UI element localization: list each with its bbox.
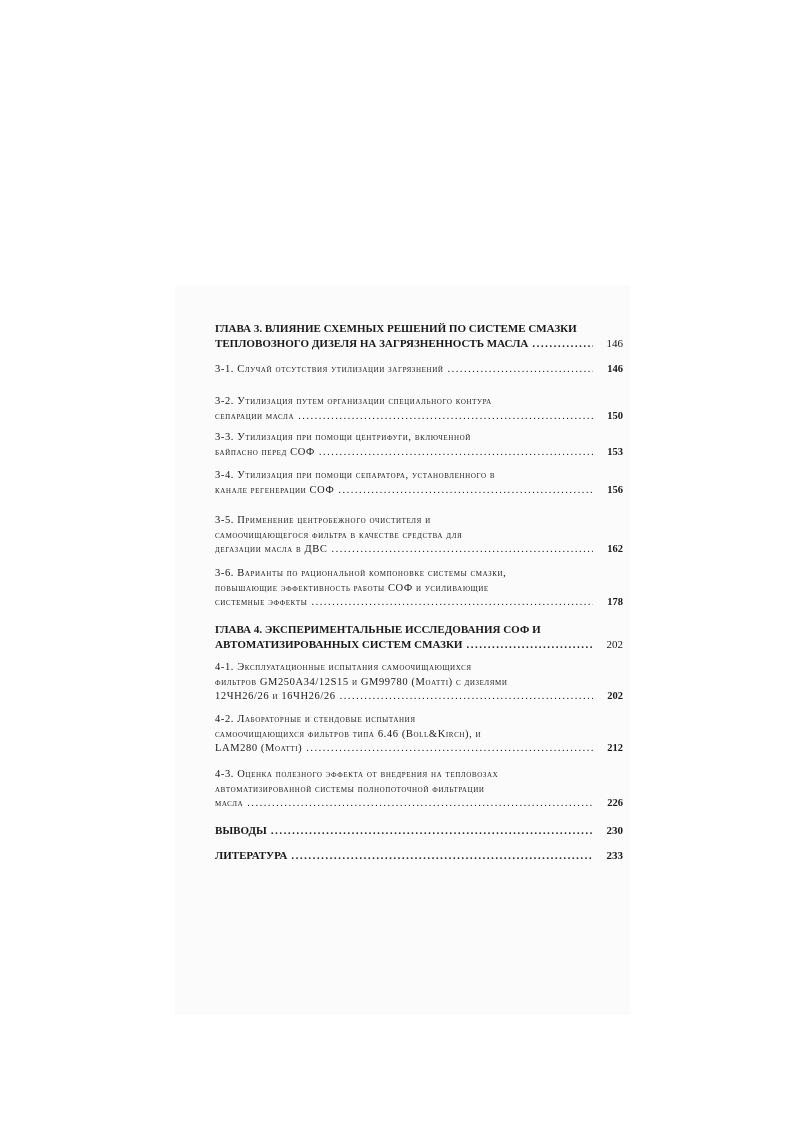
- toc-line: повышающие эффективность работы СОФ и усиливающие: [215, 582, 489, 594]
- dot-leader: [532, 337, 593, 352]
- toc-line: 4-2. Лабораторные и стендовые испытания: [215, 714, 416, 725]
- toc-line: автоматизированной системы полнопоточной фильтрации: [215, 783, 485, 795]
- dot-leader: [291, 849, 593, 864]
- toc-section-4-3[interactable]: [215, 768, 623, 812]
- toc-line: ГЛАВА 3. ВЛИЯНИЕ СХЕМНЫХ РЕШЕНИЙ ПО СИСТЕМЕ СМАЗКИ: [215, 323, 577, 335]
- toc-line: 3-4. Утилизация при помощи сепаратора, установленного в: [215, 470, 496, 481]
- toc-last-line: [215, 849, 623, 864]
- toc-last-line: [215, 690, 623, 705]
- toc-section-4-1[interactable]: [215, 661, 623, 705]
- toc-line: масла: [215, 798, 244, 809]
- toc-line: сепарации масла: [215, 410, 295, 422]
- dot-leader: [332, 543, 594, 558]
- toc-conclusions[interactable]: [215, 824, 623, 839]
- dot-leader: [319, 446, 593, 461]
- dot-leader: [298, 410, 593, 425]
- toc-last-line: [215, 446, 623, 461]
- dot-leader: [448, 363, 593, 378]
- dot-leader: [338, 484, 593, 499]
- toc-line: самоочищающихся фильтров типа 6.46 (Boll&Kirch), и: [215, 728, 482, 740]
- toc-line: ГЛАВА 4. ЭКСПЕРИМЕНТАЛЬНЫЕ ИССЛЕДОВАНИЯ СОФ И: [215, 624, 541, 636]
- page-number: 146: [606, 337, 623, 350]
- toc-literature[interactable]: [215, 849, 623, 864]
- page-number: 202: [607, 691, 623, 702]
- toc-line: 3-6. Варианты по рациональной компоновке системы смазки,: [215, 568, 507, 579]
- toc-line: 4-3. Оценка полезного эффекта от внедрения на тепловозах: [215, 769, 499, 780]
- toc-last-line: [215, 410, 623, 425]
- toc-line: системные эффекты: [215, 597, 308, 608]
- page-number: 178: [607, 597, 623, 608]
- toc-last-line: [215, 596, 623, 611]
- toc-last-line: [215, 824, 623, 839]
- toc-line: ЛИТЕРАТУРА: [215, 850, 288, 862]
- toc-line: АВТОМАТИЗИРОВАННЫХ СИСТЕМ СМАЗКИ: [215, 638, 463, 651]
- page-number: 233: [606, 850, 623, 862]
- toc-line: 3-1. Случай отсутствия утилизации загрязнений: [215, 364, 444, 375]
- toc-chapter-3[interactable]: [215, 322, 623, 351]
- dot-leader: [247, 797, 593, 812]
- toc-line: 3-5. Применение центробежного очистителя и: [215, 515, 431, 526]
- toc-line: ТЕПЛОВОЗНОГО ДИЗЕЛЯ НА ЗАГРЯЗНЕННОСТЬ МАСЛА: [215, 337, 529, 350]
- toc-last-line: [215, 797, 623, 812]
- toc-line: LAM280 (Moatti): [215, 743, 303, 754]
- dot-leader: [271, 824, 593, 839]
- toc-line: ВЫВОДЫ: [215, 825, 267, 837]
- toc-last-line: [215, 543, 623, 558]
- toc-section-3-4[interactable]: [215, 469, 623, 498]
- toc-section-3-6[interactable]: [215, 567, 623, 611]
- toc-last-line: [215, 742, 623, 757]
- dot-leader: [467, 638, 594, 653]
- toc-last-line: [215, 484, 623, 499]
- toc-line: байпасно перед СОФ: [215, 446, 315, 458]
- toc-line: 3-2. Утилизация путем организации специального контура: [215, 396, 492, 407]
- toc-line: 3-3. Утилизация при помощи центрифуги, включенной: [215, 432, 471, 443]
- toc-section-4-2[interactable]: [215, 713, 623, 757]
- dot-leader: [340, 690, 593, 705]
- toc-section-3-5[interactable]: [215, 514, 623, 558]
- toc-last-line: [215, 638, 623, 653]
- toc-last-line: [215, 337, 623, 352]
- toc-line: канале регенерации СОФ: [215, 484, 335, 496]
- page-number: 153: [607, 446, 623, 458]
- toc-section-3-1[interactable]: [215, 363, 623, 378]
- page-number: 212: [607, 743, 623, 754]
- toc-section-3-2[interactable]: [215, 395, 623, 424]
- dot-leader: [311, 596, 593, 611]
- toc-last-line: [215, 363, 623, 378]
- page-number: 226: [607, 798, 623, 809]
- toc-line: фильтров GM250A34/12S15 и GM99780 (Moatti) с дизелями: [215, 676, 508, 688]
- toc-line: дегазации масла в ДВС: [215, 544, 328, 555]
- page-number: 202: [606, 638, 623, 651]
- page-number: 146: [607, 364, 623, 375]
- page-number: 150: [607, 410, 623, 422]
- page-number: 156: [607, 484, 623, 496]
- toc-section-3-3[interactable]: [215, 431, 623, 460]
- toc-line: 4-1. Эксплуатационные испытания самоочищающихся: [215, 662, 472, 673]
- dot-leader: [306, 742, 593, 757]
- toc-chapter-4[interactable]: [215, 623, 623, 652]
- toc-line: самоочищающегося фильтра в качестве средства для: [215, 529, 463, 541]
- page-number: 162: [607, 544, 623, 555]
- toc-line: 12ЧН26/26 и 16ЧН26/26: [215, 691, 336, 702]
- page-number: 230: [606, 825, 623, 837]
